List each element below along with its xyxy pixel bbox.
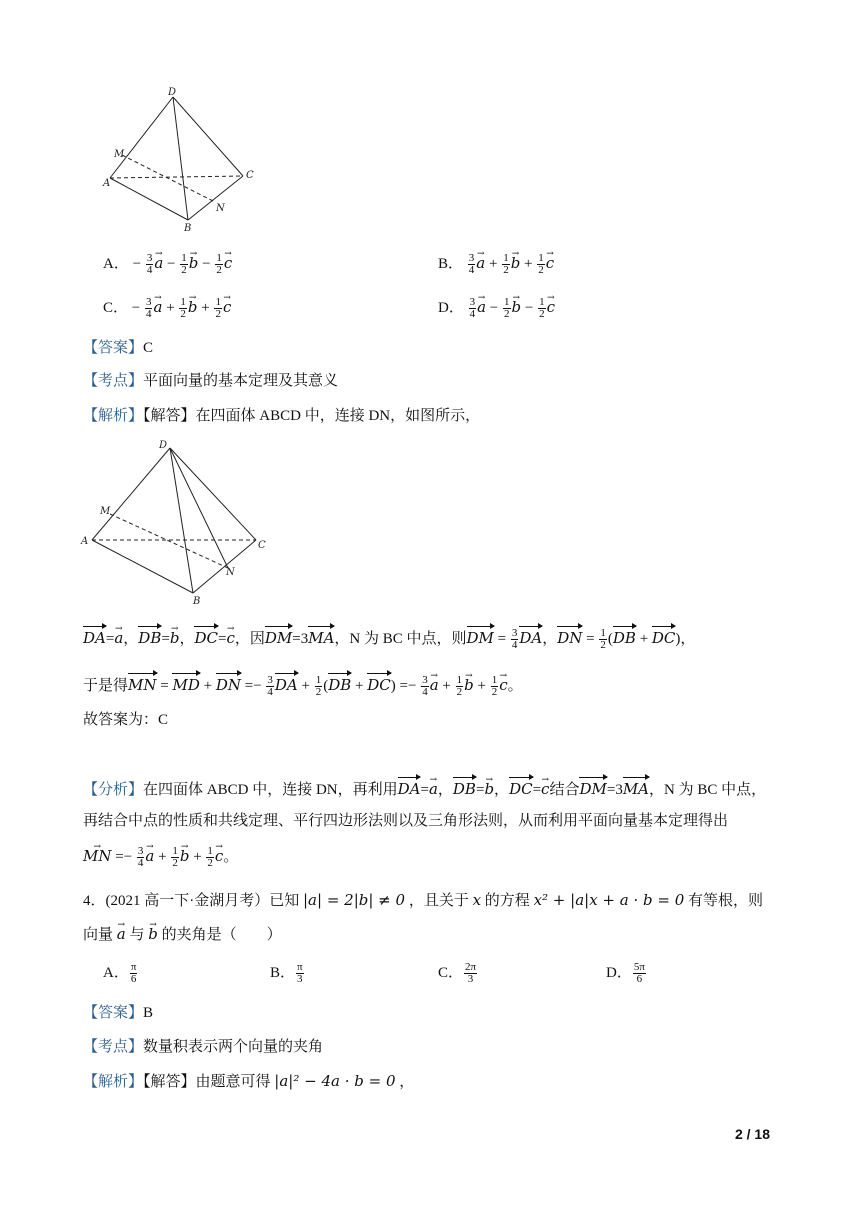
q4-option-a: A． $\frac{\pi}{6}$	[103, 961, 137, 985]
fig2-label-b: B	[193, 596, 201, 607]
q3-fenxi-line3: → MN =− $\frac{3}{4}$ → a + $\frac{1}{2}$ → b + $\frac{1}{2}$ → c。	[83, 846, 238, 869]
q4-kaodian: 【考点】数量积表示两个向量的夹角	[83, 1039, 324, 1055]
q4-option-b: B． $\frac{\pi}{3}$	[270, 961, 303, 985]
fig2-label-c: C	[258, 540, 266, 551]
q3-vector-definitions: DA=→ a，DB=→ b，DC=→ c，因DM=3MA，N 为 BC 中点，则DM = $\frac{3}{4}$ DA，DN = $\frac{1}{2}$ (DB + DC)，	[83, 626, 695, 651]
q3-derivation: 于是得MN = MD + DN =− $\frac{3}{4}$ DA + $\frac{1}{2}$ (DB + DC) =− $\frac{3}{4}$ → a + $\frac{1}{2}$ → b + $\frac{1}{2}$ → c。	[83, 673, 523, 698]
q3-fenxi-line1: 【分析】在四面体 ABCD 中，连接 DN，再利用DA=→ a，DB=→ b，DC=→ c结合DM=3MA，N 为 BC 中点，	[83, 777, 766, 800]
page-number: 2 / 18	[734, 1126, 770, 1142]
q4-stem-line2: 向量 → a 与 → b 的夹角是（ ）	[83, 924, 282, 945]
q3-fenxi-line2: 再结合中点的性质和共线定理、平行四边形法则以及三角形法则，从而利用平面向量基本定理得出	[83, 813, 729, 829]
q3-kaodian: 【考点】平面向量的基本定理及其意义	[83, 373, 339, 389]
fig1-label-m: M	[114, 149, 125, 160]
fig1-label-d: D	[168, 87, 177, 98]
fig1-label-a: A	[103, 178, 111, 189]
fig2-label-n: N	[226, 567, 235, 578]
q3-conclusion: 故答案为：C	[83, 712, 169, 728]
q3-answer: 【答案】C	[83, 340, 154, 356]
q3-jiexi: 【解析】【解答】在四面体 ABCD 中，连接 DN，如图所示，	[83, 408, 481, 424]
q4-stem-line1: 4．(2021 高一下·金湖月考）已知 |a| = 2|b| ≠ 0 ，且关于 x 的方程 x² + |a|x + a · b = 0 有等根，则	[83, 891, 764, 909]
fig2-label-m: M	[100, 506, 111, 517]
tetrahedron-figure-1	[100, 85, 270, 235]
option-b: B． $\frac{3}{4}$ → a + $\frac{1}{2}$ → b + $\frac{1}{2}$ → c	[438, 253, 554, 276]
fig1-label-n: N	[216, 203, 225, 214]
option-d: D． $\frac{3}{4}$ → a − $\frac{1}{2}$ → b − $\frac{1}{2}$ → c	[438, 297, 555, 320]
q4-option-c: C． $\frac{2\pi}{3}$	[438, 961, 477, 985]
q4-option-d: D． $\frac{5\pi}{6}$	[606, 961, 645, 985]
fig1-label-b: B	[184, 223, 192, 234]
q4-answer: 【答案】B	[83, 1005, 154, 1021]
fig1-label-c: C	[246, 170, 254, 181]
option-a: A． − $\frac{3}{4}$ → a − $\frac{1}{2}$ → b − $\frac{1}{2}$ → c	[103, 253, 232, 276]
tetrahedron-figure-2	[78, 438, 278, 608]
option-c: C． − $\frac{3}{4}$ → a + $\frac{1}{2}$ → b + $\frac{1}{2}$ → c	[103, 297, 231, 320]
fig2-label-a: A	[81, 536, 89, 547]
q4-jiexi: 【解析】【解答】由题意可得 |a|² − 4a · b = 0 ，	[83, 1072, 415, 1090]
fig2-label-d: D	[159, 440, 168, 451]
